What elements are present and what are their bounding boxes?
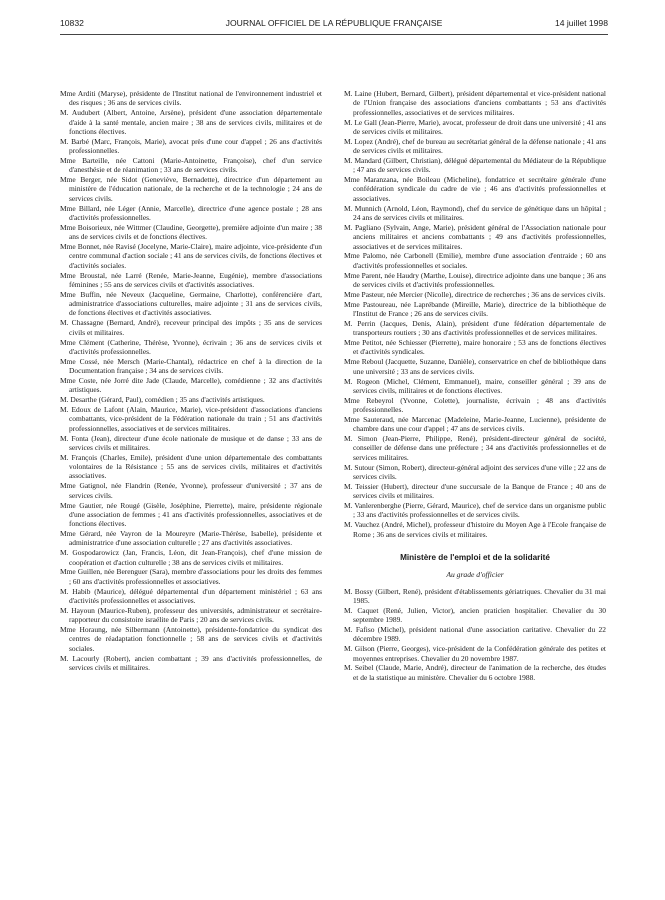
- grade-heading: Au grade d'officier: [446, 570, 504, 580]
- honoree-entry: Mme Guillen, née Berenguer (Sara), membre d'associations pour les droits des femmes ; 60 ans d'activités professionnelles et associatives.: [60, 567, 322, 586]
- honoree-entry: M. Mandard (Gilbert, Christian), délégué départemental du Médiateur de la République ; 47 ans de services civils.: [344, 155, 606, 175]
- honoree-entry: Mme Pastoureau, née Laprébande (Mireille, Marie), directrice de la bibliothèque de l'Institut de France ; 26 ans de services civils.: [344, 299, 606, 319]
- honoree-entry: Mme Clément (Catherine, Thérèse, Yvonne), écrivain ; 36 ans de services civils et d'activités professionnelles.: [60, 337, 322, 356]
- journal-title: JOURNAL OFFICIEL DE LA RÉPUBLIQUE FRANÇAISE: [225, 18, 443, 28]
- honoree-entry: M. Desarthe (Gérard, Paul), comédien ; 35 ans d'activités artistiques.: [60, 395, 265, 405]
- right-column: [344, 89, 606, 683]
- header-rule: [60, 34, 608, 35]
- honoree-entry: Mme Boisorieux, née Wittmer (Claudine, Georgette), première adjointe d'un maire ; 38 ans de services civils et de fonctions électives.: [60, 222, 322, 242]
- honoree-entry: Mme Parent, née Haudry (Marthe, Louise), directrice adjointe dans une banque ; 36 ans de services civils et d'activités professionnelles.: [344, 270, 606, 289]
- honoree-entry: Mme Coste, née Jorré dite Jade (Claude, Marcelle), comédienne ; 32 ans d'activités artistiques.: [60, 375, 322, 395]
- honoree-entry: Mme Horaung, née Silbermann (Antoinette), présidente-fondatrice du syndicat des centres de réadaptation fonctionnelle ; 58 ans de services civils et d'activités sociales.: [60, 625, 322, 653]
- honoree-entry: Mme Pasteur, née Mercier (Nicolle), directrice de recherches ; 36 ans de services civils.: [344, 289, 606, 299]
- honoree-entry: M. Vauchez (André, Michel), professeur d'histoire du Moyen Age à l'Ecole française de Rome ; 36 ans de services civils et militaires.: [344, 520, 606, 539]
- honoree-entry: Mme Gatignol, née Flandrin (Renée, Yvonne), professeur d'université ; 37 ans de services civils.: [60, 481, 322, 500]
- page-number: 10832: [60, 18, 84, 28]
- officer-entry: M. Caquet (René, Julien, Victor), ancien praticien hospitalier. Chevalier du 30 septembre 1989.: [344, 605, 606, 625]
- honoree-entry: Mme Arditi (Maryse), présidente de l'Institut national de l'environnement industriel et des risques ; 36 ans de services civils.: [60, 89, 322, 108]
- honoree-entry: M. Chassagne (Bernard, André), receveur principal des impôts ; 35 ans de services civils et militaires.: [60, 318, 322, 337]
- honoree-entry: M. Simon (Jean-Pierre, Philippe, René), président-directeur général de société, conseiller de défense dans une préfecture ; 34 ans d'activités professionnelles et de services militaires.: [344, 434, 606, 462]
- honoree-entry: M. Laine (Hubert, Bernard, Gilbert), président départemental et vice-président national de l'Union française des associations d'anciens combattants ; 53 ans d'activités professionnelles, associatives et de services militaires.: [344, 89, 606, 117]
- honoree-entry: Mme Buffin, née Neveux (Jacqueline, Germaine, Charlotte), conférencière d'art, administratrice d'associations culturelles, maire adjointe ; 31 ans de services civils, de fonctions électives et d'activités associatives.: [60, 289, 322, 318]
- officer-entry: M. Seibel (Claude, Marie, André), directeur de l'animation de la recherche, des études et de la statistique au ministère. Chevalier du 6 octobre 1988.: [344, 663, 606, 682]
- honoree-entry: Mme Petitot, née Schiesser (Pierrette), maire honoraire ; 53 ans de fonctions électives et d'activités syndicales.: [344, 338, 606, 357]
- honoree-entry: M. Lopez (André), chef de bureau au secrétariat général de la défense nationale ; 41 ans de services civils et militaires.: [344, 136, 606, 156]
- honoree-entry: M. Lacourly (Robert), ancien combattant ; 39 ans d'activités professionnelles, de services civils et militaires.: [60, 653, 322, 672]
- honoree-entry: Mme Rebeyrol (Yvonne, Colette), journaliste, écrivain ; 48 ans d'activités professionnelles.: [344, 395, 606, 415]
- officer-entry: M. Fafiso (Michel), président national d'une association caritative. Chevalier du 22 décembre 1989.: [344, 624, 606, 644]
- honoree-entry: M. Barbé (Marc, François, Marie), avocat près d'une cour d'appel ; 26 ans d'activités professionnelles.: [60, 136, 322, 156]
- honoree-entry: M. Fonta (Jean), directeur d'une école nationale de musique et de danse ; 33 ans de services civils et militaires.: [60, 433, 322, 452]
- issue-date: 14 juillet 1998: [554, 18, 608, 28]
- honoree-entry: Mme Maranzana, née Boileau (Micheline), fondatrice et secrétaire générale d'une confédération syndicale du cadre de vie ; 46 ans d'activités professionnelles et associatives.: [344, 175, 606, 203]
- honoree-entry: Mme Bonnet, née Ravisé (Jocelyne, Marie-Claire), maire adjointe, vice-présidente d'un centre communal d'action sociale ; 41 ans de services civils, de fonctions électives et d'activités sociales.: [60, 242, 322, 270]
- honoree-entry: Mme Broustal, née Larré (Renée, Marie-Jeanne, Eugénie), membre d'associations féminines ; 55 ans de services civils et d'activités associatives.: [60, 270, 322, 289]
- officer-entry: M. Bossy (Gilbert, René), président d'établissements gériatriques. Chevalier du 31 mai 1985.: [344, 586, 606, 605]
- honoree-entry: M. François (Charles, Emile), président d'une union départementale des combattants volontaires de la Résistance ; 55 ans de services civils, militaires et d'activités associatives.: [60, 452, 322, 481]
- honoree-entry: M. Audubert (Albert, Antoine, Arsène), président d'une association départementale d'aide à la santé mentale, ancien maire ; 38 ans de services civils, militaires et de fonctions électives.: [60, 108, 322, 136]
- page-header: [60, 18, 608, 32]
- honoree-entry: Mme Gautier, née Rougé (Gisèle, Joséphine, Pierrette), maire, présidente régionale d'une association de femmes ; 41 ans d'activités professionnelles, associatives et de fonctions électives.: [60, 500, 322, 529]
- honoree-entry: M. Habib (Maurice), délégué départemental d'un département ministériel ; 63 ans d'activités professionnelles et associatives.: [60, 586, 322, 605]
- honoree-entry: Mme Sauteraud, née Marcenac (Madeleine, Marie-Jeanne, Lucienne), présidente de chambre dans une cour d'appel ; 47 ans de services civils.: [344, 414, 606, 434]
- honoree-entry: M. Munnich (Arnold, Léon, Raymond), chef du service de génétique dans un hôpital ; 24 ans de services civils et militaires.: [344, 203, 606, 222]
- left-column: [60, 89, 322, 673]
- honoree-entry: M. Rogeon (Michel, Clément, Emmanuel), maire, conseiller général ; 39 ans de services civils, militaires et de fonctions électives.: [344, 376, 606, 395]
- honoree-entry: M. Pagliano (Sylvain, Ange, Marie), président général de l'Association nationale pour anciens militaires et anciens combattants ; 49 ans d'activités professionnelles, associatives et de services militaires.: [344, 222, 606, 251]
- honoree-entry: Mme Cossé, née Mersch (Marie-Chantal), rédactrice en chef à la direction de la Documentation française ; 34 ans de services civils.: [60, 356, 322, 376]
- honoree-entry: Mme Reboul (Jacquette, Suzanne, Danièle), conservatrice en chef de bibliothèque dans une université ; 33 ans de services civils.: [344, 357, 606, 376]
- honoree-entry: M. Gospodarowicz (Jan, Francis, Léon, dit Jean-François), chef d'une mission de coopération et d'action culturelle ; 38 ans de services civils et militaires.: [60, 548, 322, 567]
- honoree-entry: Mme Barteille, née Cattoni (Marie-Antoinette, Françoise), chef d'un service d'anesthésie et de réanimation ; 33 ans de services civils.: [60, 155, 322, 175]
- honoree-entry: Mme Billard, née Léger (Annie, Marcelle), directrice d'une agence postale ; 28 ans d'activités professionnelles.: [60, 203, 322, 222]
- honoree-entry: M. Perrin (Jacques, Denis, Alain), président d'une fédération départementale de transporteurs routiers ; 30 ans d'activités professionnelles et de services militaires.: [344, 318, 606, 338]
- honoree-entry: M. Teissier (Hubert), directeur d'une succursale de la Banque de France ; 40 ans de services civils et militaires.: [344, 481, 606, 501]
- officer-entry: M. Gilson (Pierre, Georges), vice-président de la Confédération générale des petites et moyennes entreprises. Chevalier du 20 novembre 1987.: [344, 644, 606, 663]
- ministry-heading: Ministère de l'emploi et de la solidarité: [400, 552, 550, 562]
- honoree-entry: Mme Berger, née Sidot (Geneviève, Bernadette), directrice d'un département au ministère de l'éducation nationale, de la recherche et de la technologie ; 24 ans de services civils.: [60, 175, 322, 203]
- honoree-entry: Mme Palomo, née Carbonell (Emilie), membre d'une association d'entraide ; 60 ans d'activités professionnelles et sociales.: [344, 251, 606, 270]
- honoree-entry: M. Vanlerenberghe (Pierre, Gérard, Maurice), chef de service dans un organisme public ; 33 ans d'activités professionnelles et de services civils.: [344, 501, 606, 520]
- honoree-entry: M. Hayoun (Maurice-Ruben), professeur des universités, administrateur et secrétaire-rapporteur du consistoire israélite de Paris ; 20 ans de services civils.: [60, 605, 322, 625]
- honoree-entry: M. Le Gall (Jean-Pierre, Marie), avocat, professeur de droit dans une université ; 41 ans de services civils et militaires.: [344, 117, 606, 136]
- honoree-entry: Mme Gérard, née Vayron de la Moureyre (Marie-Thérèse, Isabelle), présidente et administratrice d'une association culturelle ; 27 ans d'activités associatives.: [60, 529, 322, 548]
- honoree-entry: M. Sutour (Simon, Robert), directeur-général adjoint des services d'une ville ; 22 ans de services civils.: [344, 462, 606, 481]
- honoree-entry: M. Edoux de Lafont (Alain, Maurice, Marie), vice-président d'associations d'anciens combattants, vice-président de la Fédération nationale du train ; 51 ans d'activités professionnelles, associatives et de services militaires.: [60, 405, 322, 433]
